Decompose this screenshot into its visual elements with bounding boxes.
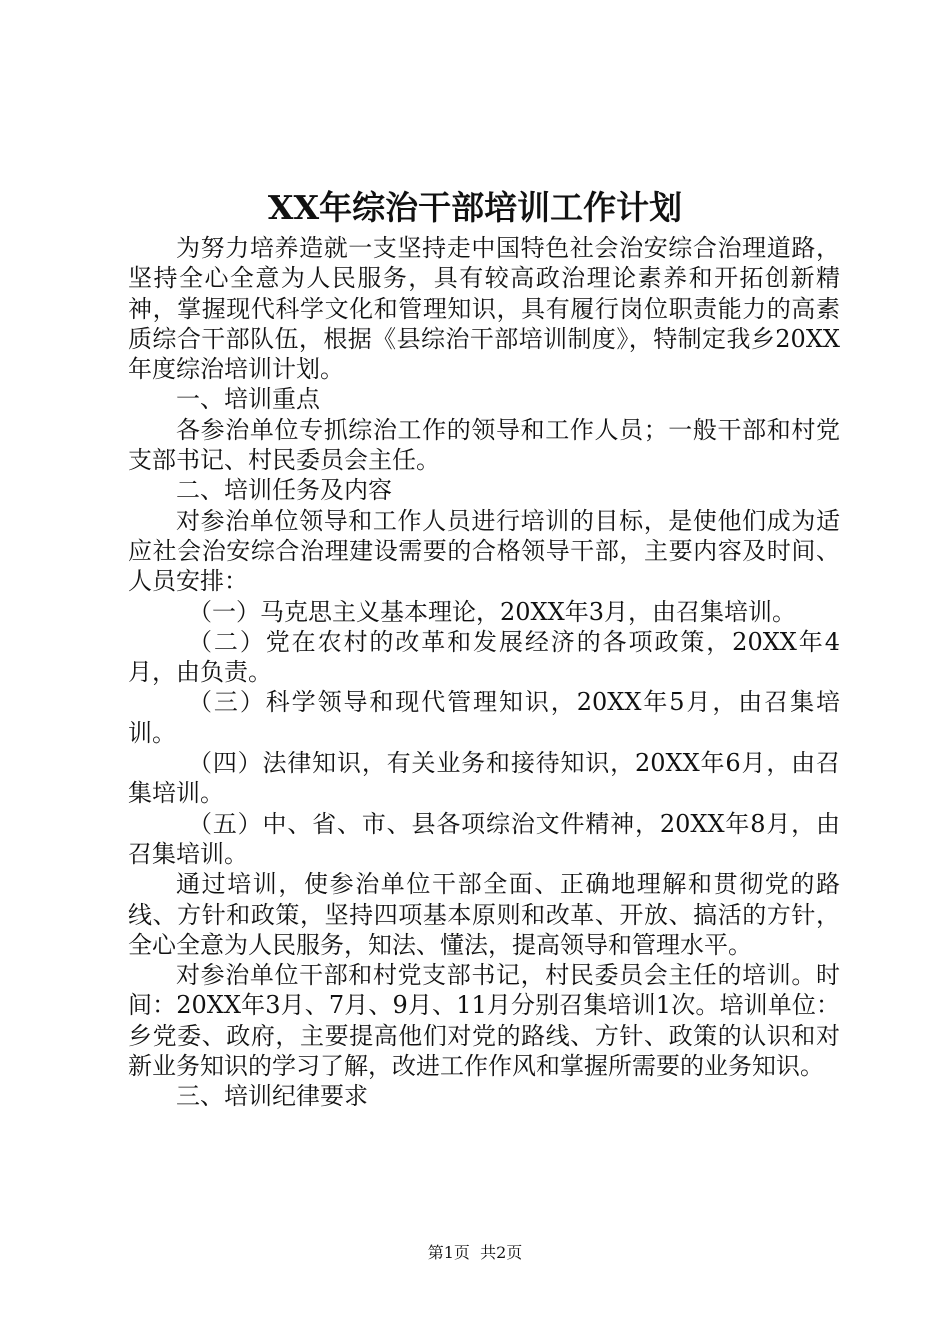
- list-item: （三）科学领导和现代管理知识，20XX年5月，由召集培训。: [128, 688, 840, 747]
- section-heading-3: 三、培训纪律要求: [176, 1082, 368, 1111]
- document-title: XX年综治干部培训工作计划: [267, 188, 683, 227]
- body-paragraph: 各参治单位专抓综治工作的领导和工作人员；一般干部和村党支部书记、村民委员会主任。: [128, 415, 840, 475]
- list-item: （四）法律知识，有关业务和接待知识，20XX年6月，由召集培训。: [128, 749, 840, 808]
- body-paragraph: 对参治单位领导和工作人员进行培训的目标，是使他们成为适应社会治安综合治理建设需要的合格领导干部，主要内容及时间、人员安排：: [128, 506, 840, 596]
- list-item: （五）中、省、市、县各项综治文件精神，20XX年8月，由召集培训。: [128, 809, 840, 868]
- list-item: （二）党在农村的改革和发展经济的各项政策，20XX年4月，由负责。: [128, 627, 840, 687]
- intro-paragraph: 为努力培养造就一支坚持走中国特色社会治安综合治理道路，坚持全心全意为人民服务，具有较高政治理论素养和开拓创新精神，掌握现代科学文化和管理知识，具有履行岗位职责能力的高素质综合干部队伍，根据《县综治干部培训制度》，特制定我乡20XX年度综治培训计划。: [128, 234, 840, 384]
- body-paragraph: 通过培训，使参治单位干部全面、正确地理解和贯彻党的路线、方针和政策，坚持四项基本原则和改革、开放、搞活的方针，全心全意为人民服务，知法、懂法，提高领导和管理水平。: [128, 870, 840, 959]
- list-item: （一）马克思主义基本理论，20XX年3月，由召集培训。: [188, 597, 796, 626]
- section-heading-1: 一、培训重点: [176, 385, 320, 414]
- page-footer: 第1页 共2页: [427, 1243, 523, 1262]
- section-heading-2: 二、培训任务及内容: [176, 476, 392, 505]
- document-body: [128, 233, 840, 1112]
- body-paragraph: 对参治单位干部和村党支部书记，村民委员会主任的培训。时间：20XX年3月、7月、9月、11月分别召集培训1次。培训单位：乡党委、政府，主要提高他们对党的路线、方针、政策的认识和对新业务知识的学习了解，改进工作作风和掌握所需要的业务知识。: [128, 961, 840, 1081]
